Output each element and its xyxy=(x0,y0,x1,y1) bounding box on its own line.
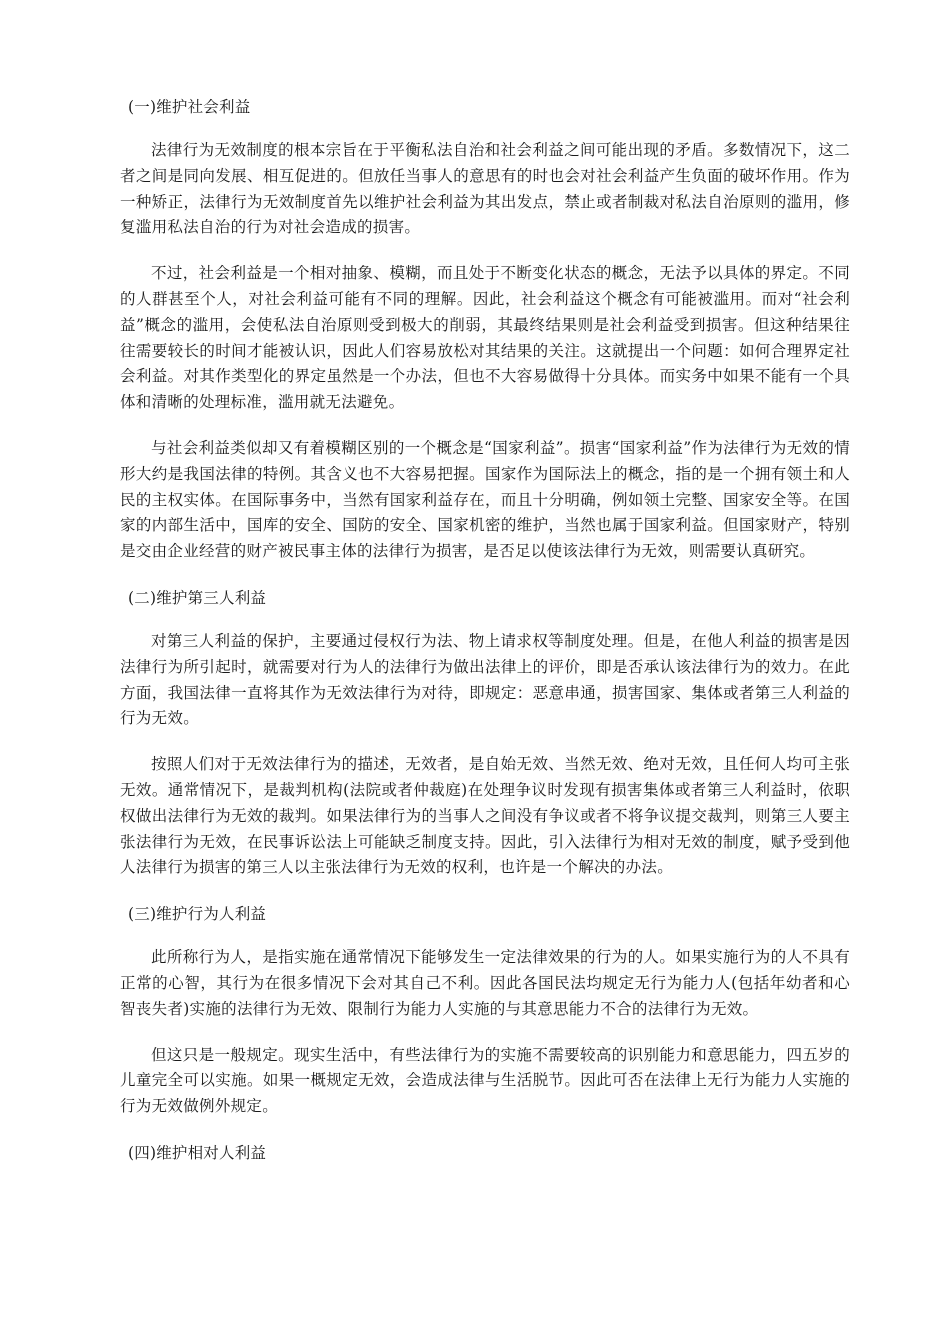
paragraph: 此所称行为人，是指实施在通常情况下能够发生一定法律效果的行为的人。如果实施行为的人不具有正常的心智，其行为在很多情况下会对其自己不利。因此各国民法均规定无行为能力人(包括年幼者和心智丧失者)实施的法律行为无效、限制行为能力人实施的与其意思能力不合的法律行为无效。 xyxy=(120,948,850,1018)
section-heading-2: (二)维护第三人利益 xyxy=(128,588,267,607)
paragraph: 与社会利益类似却又有着模糊区别的一个概念是“国家利益”。损害“国家利益”作为法律行为无效的情形大约是我国法律的特例。其含义也不大容易把握。国家作为国际法上的概念，指的是一个拥有领土和人民的主权实体。在国际事务中，当然有国家利益存在，而且十分明确，例如领土完整、国家安全等。在国家的内部生活中，国库的安全、国防的安全、国家机密的维护，当然也属于国家利益。但国家财产，特别是交由企业经营的财产被民事主体的法律行为损害，是否足以使该法律行为无效，则需要认真研究。 xyxy=(120,438,850,561)
document-page xyxy=(120,94,850,1166)
paragraph: 不过，社会利益是一个相对抽象、模糊，而且处于不断变化状态的概念，无法予以具体的界定。不同的人群甚至个人，对社会利益可能有不同的理解。因此，社会利益这个概念有可能被滥用。而对“社会利益”概念的滥用，会使私法自治原则受到极大的削弱，其最终结果则是社会利益受到损害。但这种结果往往需要较长的时间才能被认识，因此人们容易放松对其结果的关注。这就提出一个问题：如何合理界定社会利益。对其作类型化的界定虽然是一个办法，但也不大容易做得十分具体。而实务中如果不能有一个具体和清晰的处理标准，滥用就无法避免。 xyxy=(120,264,850,412)
paragraph: 但这只是一般规定。现实生活中，有些法律行为的实施不需要较高的识别能力和意思能力，四五岁的儿童完全可以实施。如果一概规定无效，会造成法律与生活脱节。因此可否在法律上无行为能力人实施的行为无效做例外规定。 xyxy=(120,1045,850,1116)
section-heading-3: (三)维护行为人利益 xyxy=(128,905,267,924)
paragraph: 对第三人利益的保护，主要通过侵权行为法、物上请求权等制度处理。但是，在他人利益的损害是因法律行为所引起时，就需要对行为人的法律行为做出法律上的评价，即是否承认该法律行为的效力。在此方面，我国法律一直将其作为无效法律行为对待，即规定：恶意串通，损害国家、集体或者第三人利益的行为无效。 xyxy=(120,631,850,728)
paragraph: 法律行为无效制度的根本宗旨在于平衡私法自治和社会利益之间可能出现的矛盾。多数情况下，这二者之间是同向发展、相互促进的。但放任当事人的意思有的时也会对社会利益产生负面的破坏作用。作为一种矫正，法律行为无效制度首先以维护社会利益为其出发点，禁止或者制裁对私法自治原则的滥用，修复滥用私法自治的行为对社会造成的损害。 xyxy=(120,141,850,237)
paragraph: 按照人们对于无效法律行为的描述，无效者，是自始无效、当然无效、绝对无效，且任何人均可主张无效。通常情况下，是裁判机构(法院或者仲裁庭)在处理争议时发现有损害集体或者第三人利益时，依职权做出法律行为无效的裁判。如果法律行为的当事人之间没有争议或者不将争议提交裁判，则第三人要主张法律行为无效，在民事诉讼法上可能缺乏制度支持。因此，引入法律行为相对无效的制度，赋予受到他人法律行为损害的第三人以主张法律行为无效的权利，也许是一个解决的办法。 xyxy=(120,755,850,877)
section-heading-1: (一)维护社会利益 xyxy=(128,98,251,116)
section-heading-4: (四)维护相对人利益 xyxy=(128,1143,267,1162)
